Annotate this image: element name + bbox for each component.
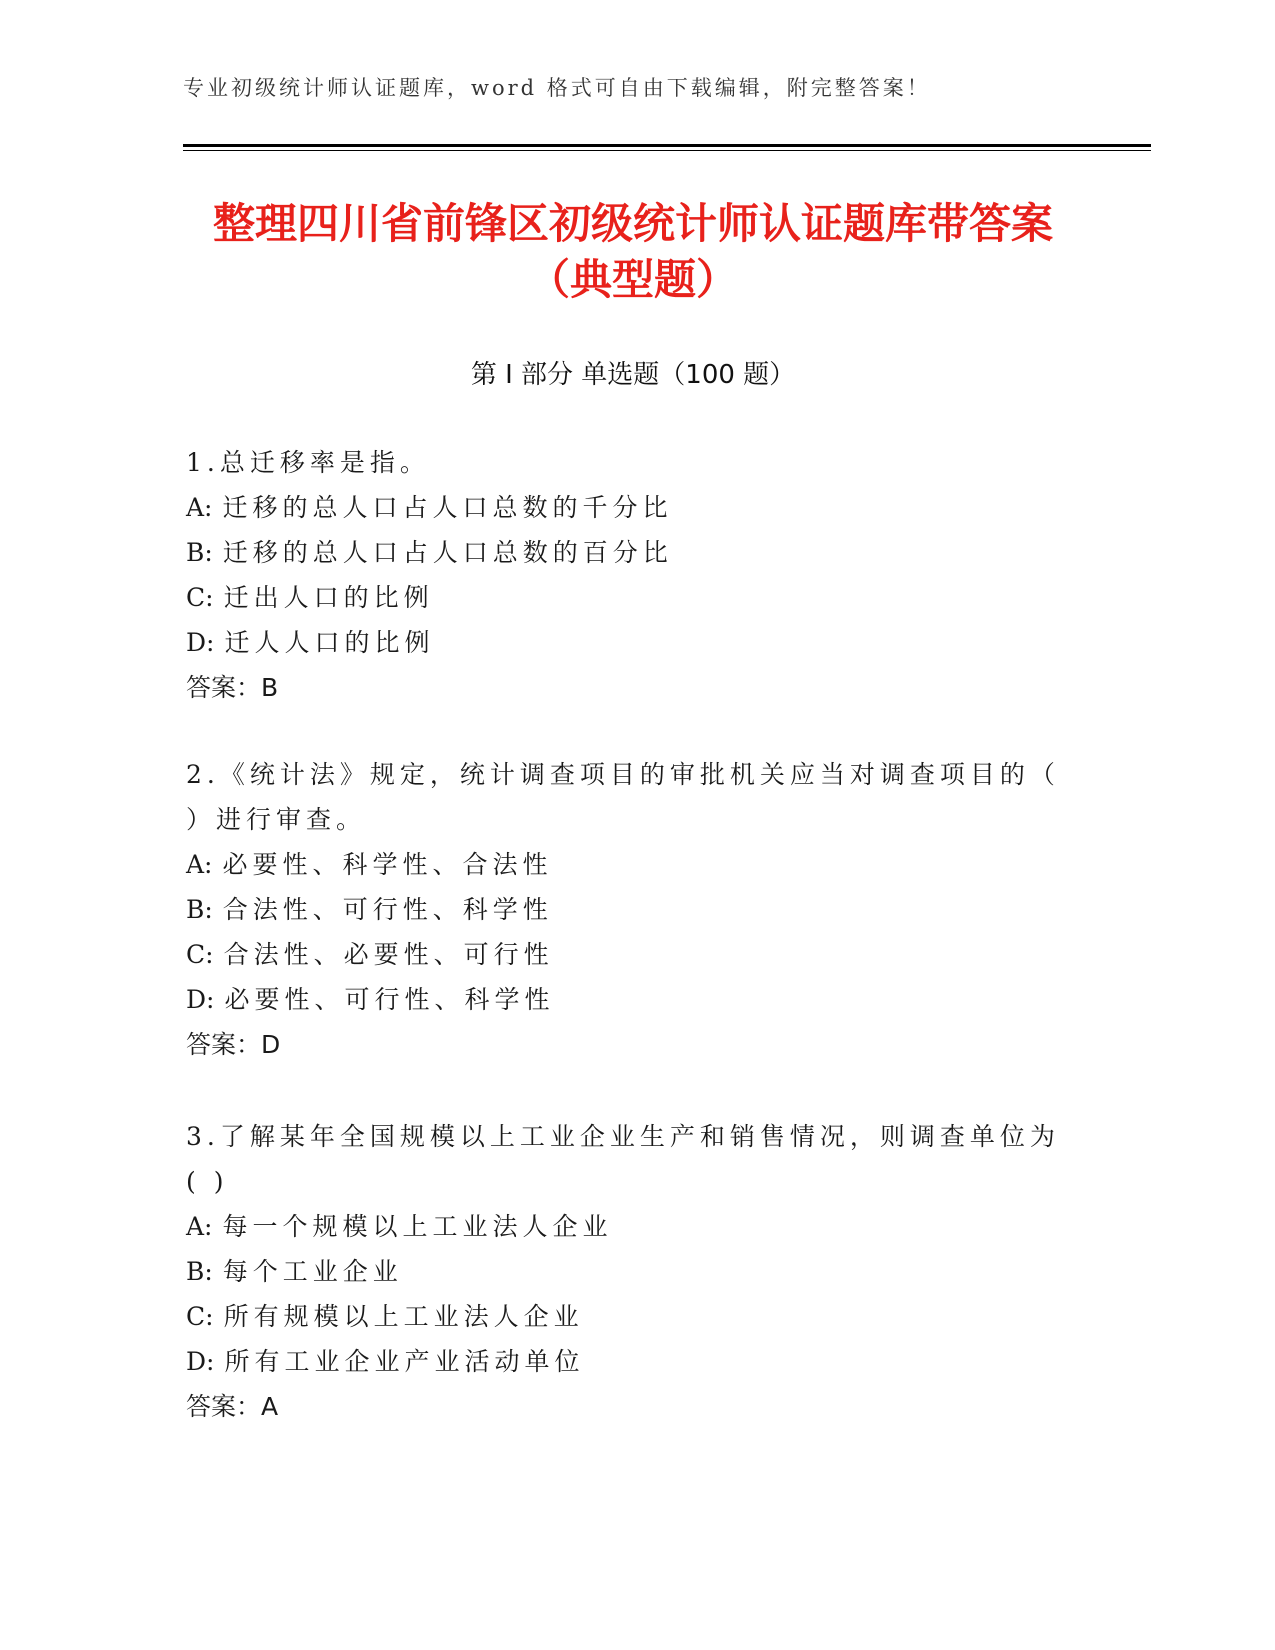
option-text: 合法性、可行性、科学性 [222,895,553,924]
option-text: 迁移的总人口占人口总数的百分比 [222,538,673,567]
option-b [186,887,1066,932]
option-text: 所有规模以上工业法人企业 [223,1302,584,1331]
answer-line: 答案：A [186,1392,279,1421]
option-label: D: [186,985,215,1014]
option-label: B: [186,895,213,924]
option-a [186,485,1066,530]
document-title: 整理四川省前锋区初级统计师认证题库带答案（典型题） [212,199,1053,304]
option-a [186,1204,1066,1249]
option-c [186,932,1066,977]
option-d [186,977,1066,1022]
answer-line: 答案：D [186,1030,281,1059]
question-3 [186,1114,1066,1429]
option-a [186,842,1066,887]
option-label: D: [186,628,215,657]
option-label: A: [186,493,213,522]
answer-line: 答案：B [186,673,279,702]
option-label: B: [186,1257,213,1286]
option-c [186,575,1066,620]
question-2 [186,752,1066,1067]
question-stem: 3.了解某年全国规模以上工业企业生产和销售情况，则调查单位为( ) [186,1122,1060,1196]
option-d [186,1339,1066,1384]
header-note: 专业初级统计师认证题库，word 格式可自由下载编辑，附完整答案！ [183,76,931,100]
option-text: 迁人人口的比例 [224,628,435,657]
option-b [186,1249,1066,1294]
option-text: 所有工业企业产业活动单位 [224,1347,585,1376]
question-stem: 1.总迁移率是指。 [186,448,430,477]
option-text: 合法性、必要性、可行性 [223,940,554,969]
option-label: B: [186,538,213,567]
option-label: C: [186,1302,214,1331]
option-label: A: [186,1212,213,1241]
option-text: 每一个规模以上工业法人企业 [222,1212,613,1241]
section-heading: 第 I 部分 单选题（100 题） [470,360,796,390]
option-text: 每个工业企业 [222,1257,403,1286]
option-label: A: [186,850,213,879]
option-b [186,530,1066,575]
header-divider [183,144,1151,151]
option-label: C: [186,940,214,969]
option-text: 迁出人口的比例 [223,583,434,612]
option-label: D: [186,1347,215,1376]
question-stem: 2.《统计法》规定，统计调查项目的审批机关应当对调查项目的（ ）进行审查。 [186,760,1060,834]
option-d [186,620,1066,665]
option-c [186,1294,1066,1339]
option-text: 必要性、可行性、科学性 [224,985,555,1014]
question-1 [186,440,1066,710]
option-text: 迁移的总人口占人口总数的千分比 [222,493,673,522]
option-text: 必要性、科学性、合法性 [222,850,553,879]
option-label: C: [186,583,214,612]
